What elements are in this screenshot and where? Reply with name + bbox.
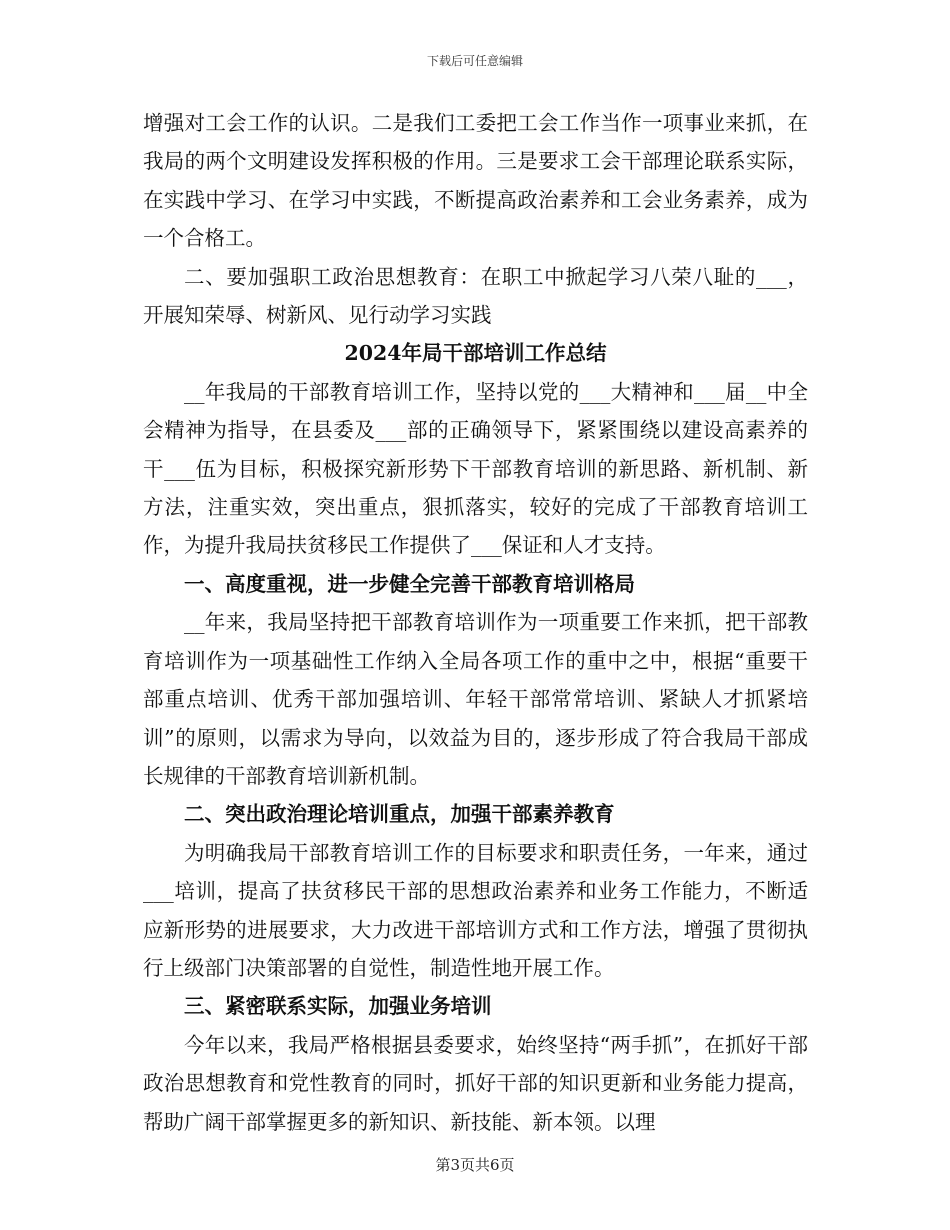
section-heading-1: 一、高度重视，进一步健全完善干部教育培训格局	[184, 571, 635, 596]
paragraph-6: 今年以来，我局严格根据县委要求，始终坚持“两手抓”，在抓好干部政治思想教育和党性教育的同时，抓好干部的知识更新和业务能力提高，帮助广阔干部掌握更多的新知识、新技能、新本领。以理	[143, 1032, 808, 1134]
paragraph-4: __年来，我局坚持把干部教育培训作为一项重要工作来抓，把干部教育培训作为一项基础性工作纳入全局各项工作的重中之中，根据“重要干部重点培训、优秀干部加强培训、年轻干部常常培训、紧缺人才抓紧培训”的原则，以需求为导向，以效益为目的，逐步形成了符合我局干部成长规律的干部教育培训新机制。	[143, 610, 808, 788]
section-heading-2: 二、突出政治理论培训重点，加强干部素养教育	[184, 802, 615, 827]
document-title: 2024年局干部培训工作总结	[344, 341, 607, 366]
section-heading-3: 三、紧密联系实际，加强业务培训	[184, 994, 492, 1019]
paragraph-5: 为明确我局干部教育培训工作的目标要求和职责任务，一年来，通过___培训，提高了扶贫移民干部的思想政治素养和业务工作能力，不断适应新形势的进展要求，大力改进干部培训方式和工作方法，增强了贯彻执行上级部门决策部署的自觉性，制造性地开展工作。	[143, 840, 808, 980]
document-body	[143, 104, 808, 1141]
page-header: 下载后可任意编辑	[426, 54, 523, 68]
paragraph-3: __年我局的干部教育培训工作，坚持以党的___大精神和___届__中全会精神为指导，在县委及___部的正确领导下，紧紧围绕以建设高素养的干___伍为目标，积极探究新形势下干部教育培训的新思路、新机制、新方法，注重实效，突出重点，狠抓落实，较好的完成了干部教育培训工作，为提升我局扶贫移民工作提供了___保证和人才支持。	[143, 379, 808, 558]
paragraph-2: 二、要加强职工政治思想教育：在职工中掀起学习八荣八耻的___，开展知荣辱、树新风、见行动学习实践	[143, 264, 808, 328]
paragraph-1: 增强对工会工作的认识。二是我们工委把工会工作当作一项事业来抓，在我局的两个文明建设发挥积极的作用。三是要求工会干部理论联系实际，在实践中学习、在学习中实践，不断提高政治素养和工会业务素养，成为一个合格工。	[143, 111, 808, 251]
page-footer: 第3页共6页	[435, 1156, 515, 1174]
